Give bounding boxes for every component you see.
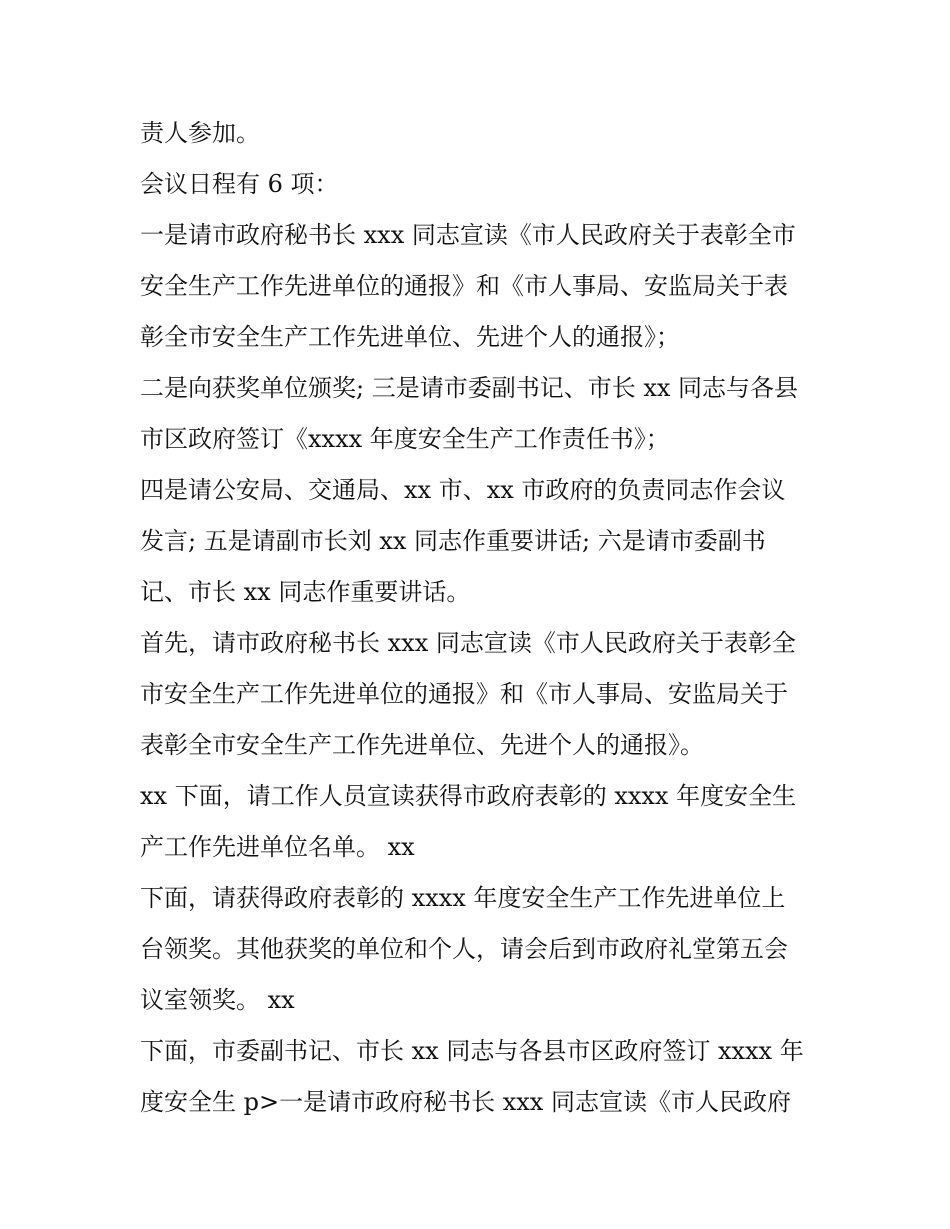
text-line-17: 台领奖。其他获奖的单位和个人，请会后到市政府礼堂第五会 <box>140 935 788 963</box>
text-line-16: 下面，请获得政府表彰的 xxxx 年度安全生产工作先进单位上 <box>140 884 786 912</box>
text-line-2: 会议日程有 6 项： <box>140 170 339 198</box>
text-line-8: 四是请公安局、交通局、xx 市、xx 市政府的负责同志作会议 <box>140 476 786 504</box>
text-line-9: 发言; 五是请副市长刘 xx 同志作重要讲话; 六是请市委副书 <box>140 527 766 555</box>
text-line-12: 市安全生产工作先进单位的通报》和《市人事局、安监局关于 <box>140 680 788 708</box>
text-line-6: 二是向获奖单位颁奖; 三是请市委副书记、市长 xx 同志与各县 <box>140 374 799 402</box>
text-line-1: 责人参加。 <box>140 119 260 147</box>
text-line-4: 安全生产工作先进单位的通报》和《市人事局、安监局关于表 <box>140 272 788 300</box>
text-line-13: 表彰全市安全生产工作先进单位、先进个人的通报》。 <box>140 731 704 759</box>
text-line-11: 首先，请市政府秘书长 xxx 同志宣读《市人民政府关于表彰全 <box>140 629 796 657</box>
text-line-18: 议室领奖。 xx <box>140 986 295 1014</box>
text-line-15: 产工作先进单位名单。 xx <box>140 833 415 861</box>
text-line-20: 度安全生 p>一是请市政府秘书长 xxx 同志宣读《市人民政府 <box>140 1088 791 1116</box>
document-body <box>140 108 830 1128</box>
text-line-3: 一是请市政府秘书长 xxx 同志宣读《市人民政府关于表彰全市 <box>140 221 796 249</box>
text-line-7: 市区政府签订《xxxx 年度安全生产工作责任书》； <box>140 425 670 453</box>
text-line-19: 下面，市委副书记、市长 xx 同志与各县市区政府签订 xxxx 年 <box>140 1037 804 1065</box>
text-line-14: xx 下面，请工作人员宣读获得市政府表彰的 xxxx 年度安全生 <box>140 782 797 810</box>
text-line-10: 记、市长 xx 同志作重要讲话。 <box>140 578 471 606</box>
text-line-5: 彰全市安全生产工作先进单位、先进个人的通报》； <box>140 323 680 351</box>
